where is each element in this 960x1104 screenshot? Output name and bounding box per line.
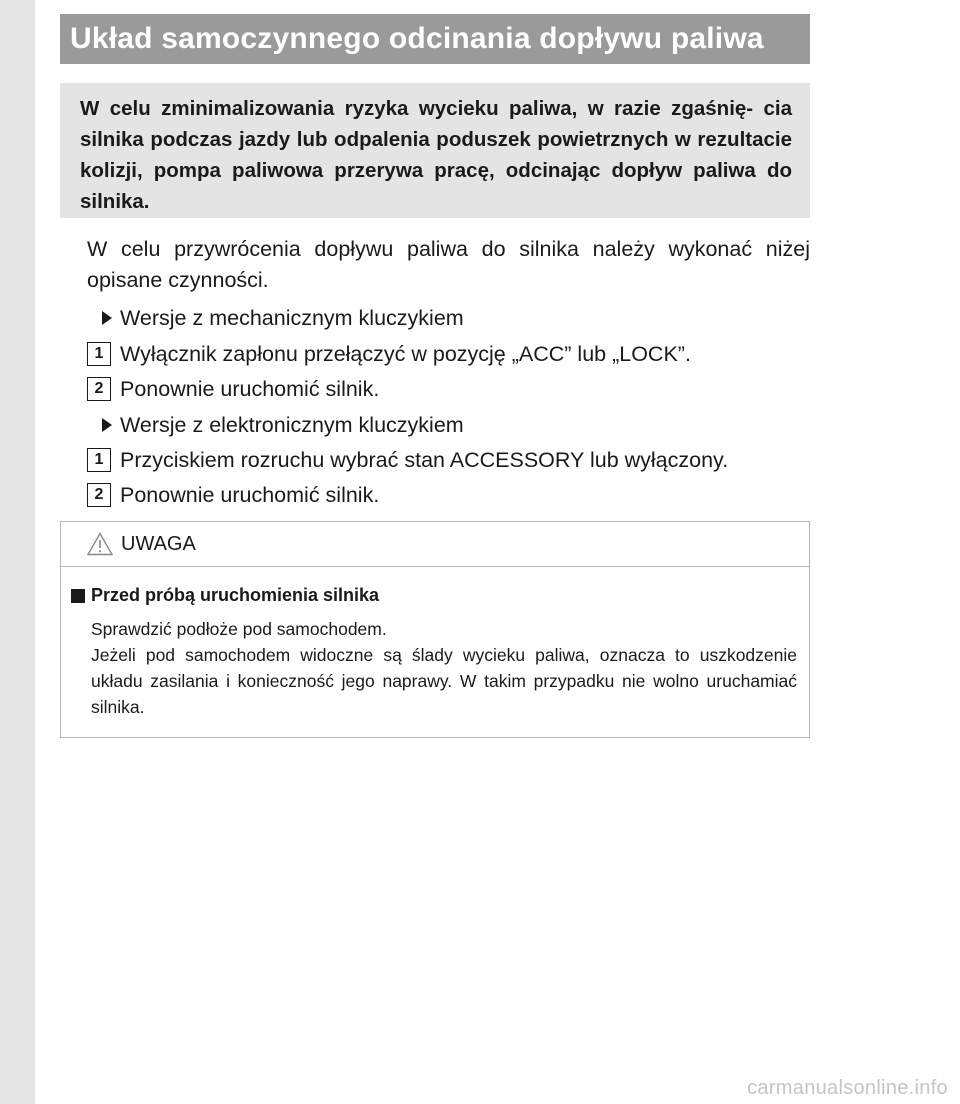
step-text: Ponownie uruchomić silnik.: [120, 376, 380, 401]
square-bullet-icon: [71, 589, 85, 603]
section-title: Układ samoczynnego odcinania dopływu paliwa: [70, 22, 764, 55]
warning-triangle-icon: [87, 532, 113, 556]
watermark: carmanualsonline.info: [747, 1077, 948, 1099]
intro-text: W celu zminimalizowania ryzyka wycieku paliwa, w razie zgaśnię- cia silnika podczas jazdy lub odpalenia poduszek powietrznych w rezultacie kolizji, pompa paliwowa przerywa pracę, odcinając dopływ paliwa do silnika.: [80, 97, 792, 213]
section-title-bar: [60, 14, 810, 64]
version-heading-label: Wersje z mechanicznym kluczykiem: [120, 305, 464, 330]
step-item: [87, 338, 691, 370]
step-number-badge: 2: [87, 377, 111, 401]
body-paragraph: W celu przywrócenia dopływu paliwa do silnika należy wykonać niżej opisane czynności.: [87, 237, 810, 292]
warning-text: [91, 616, 797, 720]
version-heading-label: Wersje z elektronicznym kluczykiem: [120, 412, 464, 437]
page-margin-strip: [0, 0, 35, 1104]
step-number-badge: 1: [87, 448, 111, 472]
step-text: Przyciskiem rozruchu wybrać stan ACCESSORY lub wyłączony.: [120, 447, 729, 472]
step-text: Wyłącznik zapłonu przełączyć w pozycję „ACC” lub „LOCK”.: [120, 341, 691, 366]
warning-box: [60, 521, 810, 738]
warning-label: UWAGA: [121, 532, 196, 555]
step-item: [87, 444, 728, 476]
warning-line: Jeżeli pod samochodem widoczne są ślady wycieku paliwa, oznacza to uszkodzenie układu zasilania i konieczność jego naprawy. W takim przypadku nie wolno uruchamiać silnika.: [91, 645, 797, 717]
step-number-badge: 2: [87, 483, 111, 507]
step-number-badge: 1: [87, 342, 111, 366]
step-item: [87, 373, 379, 405]
version-heading-electronic: [87, 409, 464, 441]
warning-line: Sprawdzić podłoże pod samochodem.: [91, 619, 387, 639]
warning-subheading: [71, 585, 379, 606]
warning-header: [61, 522, 809, 567]
triangle-arrow-icon: [102, 311, 112, 325]
step-text: Ponownie uruchomić silnik.: [120, 482, 380, 507]
intro-box: [60, 83, 810, 218]
warning-subheading-text: Przed próbą uruchomienia silnika: [91, 585, 380, 605]
version-heading-mechanical: [87, 302, 464, 334]
step-item: [87, 479, 379, 511]
triangle-arrow-icon: [102, 418, 112, 432]
